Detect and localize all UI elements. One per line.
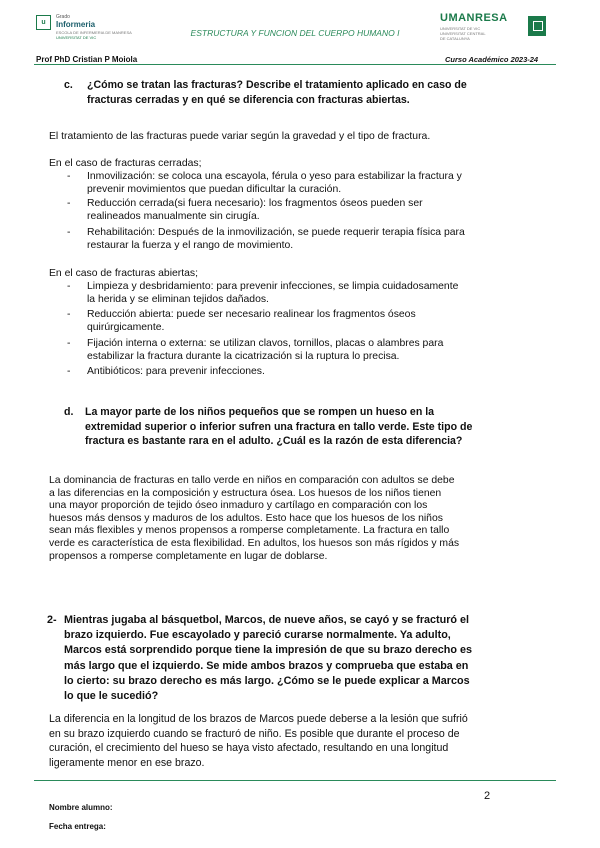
umanresa-sub-2: UNIVERSITAT CENTRAL [440, 31, 486, 36]
list-item: Reducción abierta: puede ser necesario realinear los fragmentos óseos quirúrgicamente. [87, 309, 416, 333]
course-title: ESTRUCTURA Y FUNCION DEL CUERPO HUMANO I [190, 28, 400, 38]
answer-d: La dominancia de fracturas en tallo verde en niños en comparación con adultos se debe a las diferencias en la composición y estructura ósea. Los huesos de los niños tienen una mayor proporción de tejido óseo inmaduro y cartílago en comparación con los huesos más densos y maduros de los adultos. Esto hace que los huesos de los niños sean más flexibles y menos propensos a romperse completamente. La fractura en tallo verde es característica de esta flexibilidad. En adultos, los huesos son más rígidos y más propensos a romperse completamente en lugar de doblarse. [49, 475, 460, 562]
question-d-line: fractura es bastante rara en el adulto. ¿Cuál es la razón de esta diferencia? [85, 435, 463, 448]
question-2-line: lo cierto: su brazo derecho es más largo. ¿Cómo se le puede explicar a Marcos [64, 674, 470, 687]
question-c [87, 78, 537, 107]
list-item: Inmovilización: se coloca una escayola, férula o yeso para estabilizar la fractura y prevenir movimientos que puedan dificultar la curación. [87, 171, 462, 195]
list-item: Rehabilitación: Después de la inmovilización, se puede requerir terapia física para restaurar la fuerza y el rango de movimiento. [87, 227, 465, 251]
logo-university: UNIVERSITAT DE VIC [56, 35, 97, 40]
question-2-line: lo que le sucedió? [64, 690, 159, 703]
bullet-dash: - [67, 227, 71, 238]
question-d-marker: d. [64, 406, 74, 418]
umanresa-logo [440, 12, 550, 46]
logo-mark-icon: u [36, 15, 51, 30]
bullet-dash: - [67, 338, 71, 349]
question-d-line: La mayor parte de los niños pequeños que se rompen un hueso en la [85, 406, 435, 418]
bullet-dash: - [67, 198, 71, 209]
school-logo [36, 13, 156, 43]
bullet-dash: - [67, 366, 71, 377]
delivery-date-label: Fecha entrega: [49, 822, 106, 831]
open-fractures-heading: En el caso de fracturas abiertas; [49, 268, 199, 279]
question-2-line: más largo que el izquierdo. Se mide ambos brazos y comprueba que estaba en [64, 659, 469, 672]
umanresa-name: UMANRESA [440, 12, 508, 24]
bullet-dash: - [67, 171, 71, 182]
question-c-line: ¿Cómo se tratan las fracturas? Describe el tratamiento aplicado en caso de [87, 79, 467, 91]
answer-2: La diferencia en la longitud de los brazos de Marcos puede deberse a la lesión que sufrió en su brazo izquierdo cuando se fracturó de niño. Es posible que durante el proceso de curación, el crecimiento del hueso se haya visto afectado, resultando en una longitud ligeramente menor en ese brazo. [49, 713, 468, 769]
square-logo-icon [528, 16, 546, 36]
footer-divider [34, 780, 556, 781]
question-c-line: fracturas cerradas y en qué se diferencia con fracturas abiertas. [87, 93, 410, 106]
question-d [85, 405, 540, 449]
list-item: Limpieza y desbridamiento: para prevenir infecciones, se limpia cuidadosamente la herida y se eliminan tejidos dañados. [87, 281, 459, 305]
bullet-dash: - [67, 281, 71, 292]
logo-grado: Grado [56, 14, 70, 20]
umanresa-sub-1: UNIVERSITAT DE VIC [440, 26, 481, 31]
logo-school: ESCOLA DE INFERMERIA DE MANRESA [56, 30, 132, 35]
question-d-line: extremidad superior o inferior sufren una fractura en tallo verde. Este tipo de [85, 420, 473, 433]
umanresa-sub-3: DE CATALUNYA [440, 36, 470, 41]
closed-fractures-heading: En el caso de fracturas cerradas; [49, 158, 202, 169]
bullet-dash: - [67, 309, 71, 320]
list-item: Reducción cerrada(si fuera necesario): los fragmentos óseos pueden ser realineados manualmente sin cirugía. [87, 198, 423, 222]
question-2 [64, 613, 544, 704]
question-2-line: Mientras jugaba al básquetbol, Marcos, de nueve años, se cayó y se fracturó el [64, 614, 470, 626]
question-2-line: Marcos está sorprendido porque tiene la impresión de que su brazo derecho es [64, 644, 472, 657]
answer-c-intro: El tratamiento de las fracturas puede variar según la gravedad y el tipo de fractura. [49, 131, 431, 142]
question-2-marker: 2- [47, 614, 57, 626]
student-name-label: Nombre alumno: [49, 803, 113, 812]
list-item: Fijación interna o externa: se utilizan clavos, tornillos, placas o alambres para estabilizar la fractura durante la cicatrización si la ruptura lo precisa. [87, 338, 444, 362]
professor-name: Prof PhD Cristian P Moiola [36, 55, 138, 64]
page-number: 2 [484, 790, 491, 802]
academic-year: Curso Académico 2023-24 [445, 55, 539, 64]
list-item: Antibióticos: para prevenir infecciones. [87, 366, 265, 377]
logo-name: Informeria [56, 20, 96, 29]
question-c-marker: c. [64, 79, 73, 91]
header-divider [34, 64, 556, 65]
question-2-line: brazo izquierdo. Fue escayolado y pareció curarse normalmente. Ya adulto, [64, 629, 451, 642]
